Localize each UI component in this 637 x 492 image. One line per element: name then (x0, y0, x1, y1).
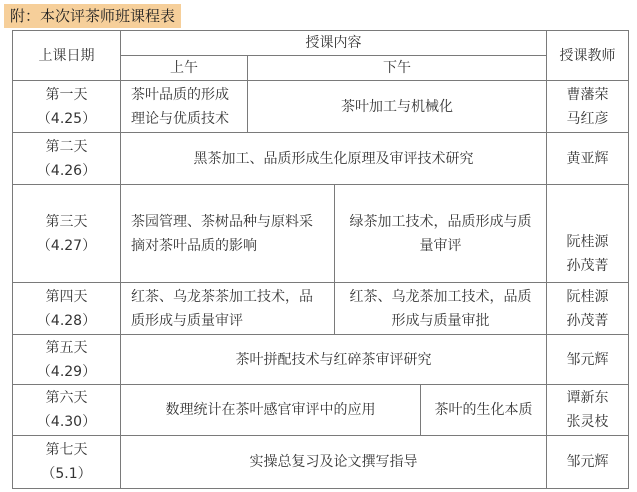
teacher-name: 孙茂菁 (566, 258, 609, 274)
course-text: 形成与质量审批 (391, 312, 490, 329)
day-label: 第一天 (45, 86, 88, 103)
table-row (13, 133, 629, 185)
day-cell (13, 436, 121, 489)
table-row (13, 335, 629, 385)
full-day-cell: 实操总复习及论文撰写指导 (121, 436, 547, 489)
teacher-cell (547, 436, 629, 489)
day-label: 第五天 (45, 339, 88, 356)
day-date: （4.30） (36, 414, 97, 430)
day-cell (13, 385, 121, 436)
full-day-cell: 茶叶拼配技术与红碎茶审评研究 (121, 335, 547, 385)
afternoon-cell: 茶叶加工与机械化 (248, 81, 547, 133)
morning-cell (121, 81, 248, 133)
day-label: 第七天 (45, 442, 88, 458)
teacher-cell (547, 133, 629, 185)
course-text: 质形成与质量审评 (131, 312, 243, 329)
day-label: 第三天 (45, 213, 88, 230)
day-date: （4.25） (36, 110, 97, 127)
day-date: （5.1） (41, 466, 92, 482)
teacher-name: 曹藩荣 (566, 86, 609, 103)
day-date: （4.28） (36, 312, 97, 329)
course-text: 摘对茶叶品质的影响 (131, 237, 257, 254)
teacher-cell (547, 81, 629, 133)
day-cell (13, 335, 121, 385)
day-date: （4.29） (36, 363, 97, 380)
day-label: 第六天 (45, 390, 88, 406)
course-text: 茶叶品质的形成 (131, 86, 229, 103)
header-content: 授课内容 (121, 31, 547, 56)
table-row (13, 81, 629, 133)
day-cell (13, 185, 121, 283)
teacher-name: 谭新东 (566, 390, 609, 406)
morning-cell (121, 283, 335, 335)
header-afternoon: 下午 (248, 56, 547, 81)
page-title: 附：本次评茶师班课程表 (4, 4, 181, 28)
full-day-cell: 黑茶加工、品质形成生化原理及审评技术研究 (121, 133, 547, 185)
header-morning: 上午 (121, 56, 248, 81)
header-teacher: 授课教师 (547, 31, 629, 81)
teacher-cell (547, 385, 629, 436)
teacher-name: 阮桂源 (566, 288, 609, 305)
course-text: 茶园管理、茶树品种与原料采 (131, 213, 313, 230)
table-row (13, 436, 629, 489)
afternoon-cell (335, 283, 547, 335)
teacher-cell (547, 283, 629, 335)
teacher-name: 马红彦 (566, 110, 609, 127)
day-date: （4.26） (36, 162, 97, 179)
day-cell (13, 133, 121, 185)
day-cell (13, 283, 121, 335)
day-date: （4.27） (36, 237, 97, 254)
morning-cell (121, 185, 335, 283)
course-schedule-table (12, 30, 629, 489)
teacher-name: 邹元辉 (566, 454, 609, 470)
teacher-cell (547, 335, 629, 385)
header-row (13, 31, 629, 56)
afternoon-cell (335, 185, 547, 283)
header-date: 上课日期 (13, 31, 121, 81)
day-cell (13, 81, 121, 133)
morning-cell: 数理统计在茶叶感官审评中的应用 (121, 385, 421, 436)
table-row (13, 385, 629, 436)
course-text: 量审评 (419, 237, 462, 254)
course-text: 红茶、乌龙茶加工技术，品质 (349, 288, 532, 305)
afternoon-cell: 茶叶的生化本质 (421, 385, 547, 436)
table-row (13, 185, 629, 283)
course-text: 理论与优质技术 (131, 110, 229, 127)
day-label: 第四天 (45, 288, 88, 305)
course-text: 绿茶加工技术，品质形成与质 (349, 213, 532, 230)
teacher-cell (547, 185, 629, 283)
teacher-name: 邹元辉 (566, 351, 609, 368)
teacher-name: 黄亚辉 (566, 150, 609, 167)
day-label: 第二天 (45, 138, 88, 155)
table-row (13, 283, 629, 335)
teacher-name: 张灵枝 (566, 414, 609, 430)
teacher-name: 孙茂菁 (566, 312, 609, 329)
teacher-name: 阮桂源 (566, 234, 609, 250)
course-text: 红茶、乌龙茶茶加工技术，品 (131, 288, 313, 305)
